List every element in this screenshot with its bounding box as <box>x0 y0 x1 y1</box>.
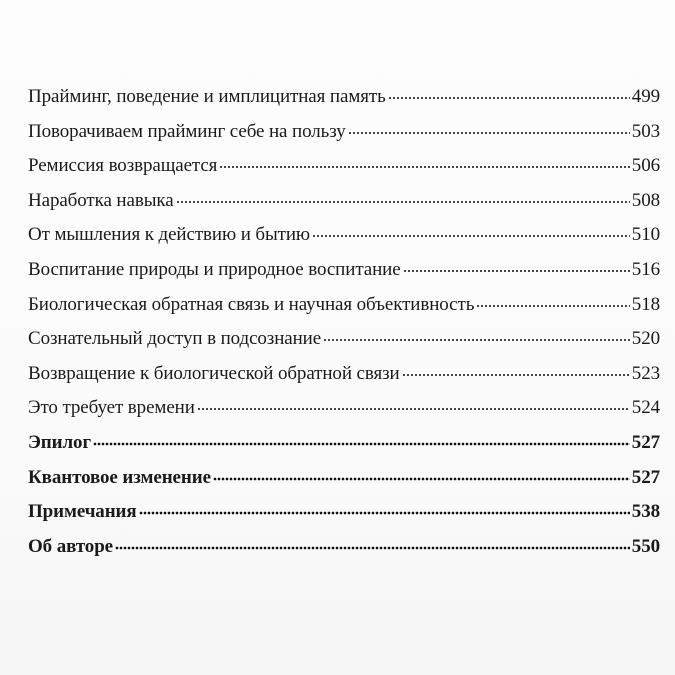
toc-leader-dots <box>219 165 629 169</box>
toc-entry-title: Сознательный доступ в подсознание <box>28 328 322 350</box>
toc-entry-title: Поворачиваем прайминг себе на пользу <box>28 120 346 142</box>
toc-entry-title: Об авторе <box>28 535 113 557</box>
toc-entry-title: Примечания <box>28 501 137 523</box>
toc-entry-title: От мышления к действию и бытию <box>28 224 311 246</box>
toc-leader-dots <box>115 546 630 550</box>
toc-entry-about-author <box>28 536 660 571</box>
toc-entry-page: 508 <box>631 189 660 211</box>
toc-entry-title: Воспитание природы и природное воспитание <box>28 258 401 280</box>
toc-leader-dots <box>197 407 630 411</box>
toc-entry-title: Квантовое изменение <box>28 466 211 488</box>
toc-leader-dots <box>348 131 630 135</box>
toc-entry <box>28 294 660 329</box>
toc-leader-dots <box>139 511 630 515</box>
table-of-contents <box>28 86 660 570</box>
toc-leader-dots <box>402 373 630 377</box>
toc-entry <box>28 86 660 121</box>
toc-entry-page: 538 <box>631 501 660 523</box>
toc-leader-dots <box>476 304 630 308</box>
toc-entry-title: Биологическая обратная связь и научная объективность <box>28 293 475 315</box>
toc-entry-notes <box>28 501 660 536</box>
toc-entry-page: 527 <box>631 431 660 453</box>
toc-entry-quantum-change <box>28 467 660 502</box>
toc-leader-dots <box>312 234 630 238</box>
toc-entry <box>28 224 660 259</box>
toc-leader-dots <box>403 269 630 273</box>
toc-entry-page: 524 <box>631 397 660 419</box>
toc-entry-page: 499 <box>631 86 660 107</box>
toc-entry-epilogue <box>28 432 660 467</box>
toc-leader-dots <box>323 338 630 342</box>
toc-entry <box>28 121 660 156</box>
toc-entry-title: Прайминг, поведение и имплицитная память <box>28 86 386 107</box>
toc-entry-page: 518 <box>631 293 660 315</box>
toc-entry-page: 516 <box>631 258 660 280</box>
toc-leader-dots <box>213 477 630 481</box>
toc-entry-title: Ремиссия возвращается <box>28 155 218 177</box>
toc-leader-dots <box>176 200 630 204</box>
toc-entry <box>28 363 660 398</box>
toc-leader-dots <box>388 96 630 100</box>
toc-entry-page: 506 <box>631 155 660 177</box>
toc-entry-page: 523 <box>631 362 660 384</box>
toc-entry <box>28 397 660 432</box>
toc-entry-page: 510 <box>631 224 660 246</box>
toc-entry <box>28 155 660 190</box>
toc-entry-page: 520 <box>631 328 660 350</box>
toc-entry-page: 527 <box>631 466 660 488</box>
toc-leader-dots <box>93 442 630 446</box>
toc-entry <box>28 259 660 294</box>
toc-entry-page: 550 <box>631 535 660 557</box>
toc-entry-title: Эпилог <box>28 431 91 453</box>
toc-entry <box>28 190 660 225</box>
toc-entry-title: Это требует времени <box>28 397 195 419</box>
toc-entry-title: Возвращение к биологической обратной связи <box>28 362 400 384</box>
toc-entry <box>28 328 660 363</box>
toc-entry-title: Наработка навыка <box>28 189 174 211</box>
toc-entry-page: 503 <box>631 120 660 142</box>
